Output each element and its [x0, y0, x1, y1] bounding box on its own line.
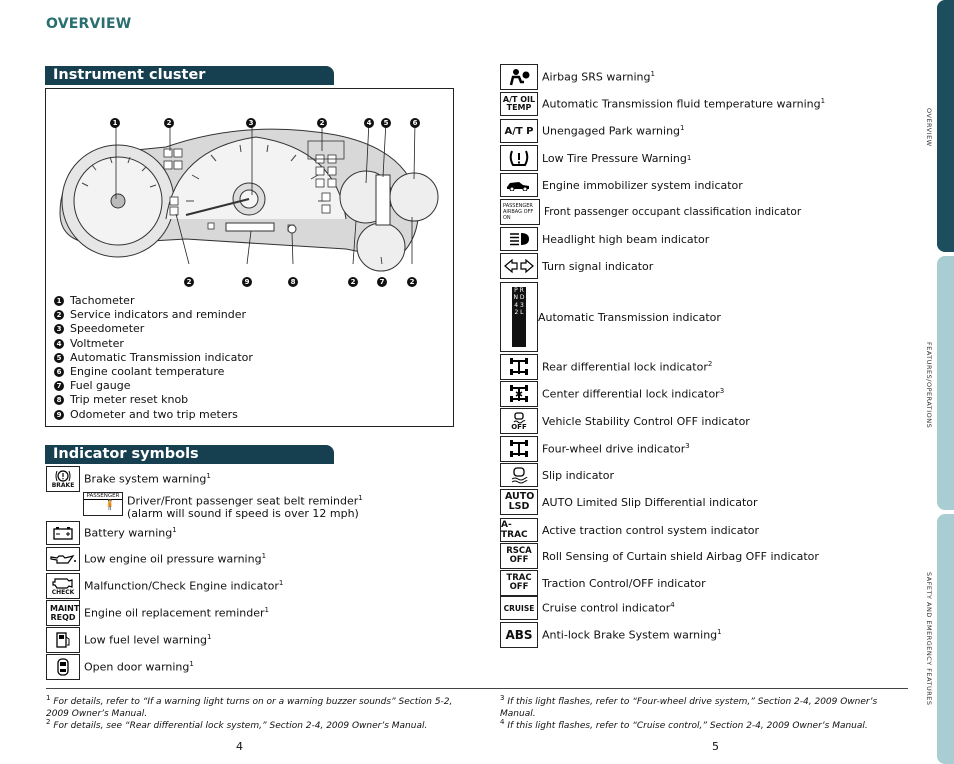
indicator-label: AUTO Limited Slip Differential indicator: [542, 495, 758, 509]
indicator-row: [500, 92, 825, 116]
maint-reqd-icon: MAINT REQD: [46, 600, 80, 626]
indicator-label: Engine oil replacement reminder$^1$: [84, 606, 269, 620]
indicator-row: [500, 199, 801, 225]
indicator-row: [500, 436, 690, 462]
side-label-safety: SAFETY AND EMERGENCY FEATURES: [925, 572, 933, 706]
at-p-icon: A/T P: [500, 119, 538, 143]
indicator-label: Engine immobilizer system indicator: [542, 178, 743, 192]
indicator-label: Low engine oil pressure warning$^1$: [84, 552, 267, 566]
airbag-icon: [500, 64, 538, 90]
immobilizer-icon: [500, 173, 538, 197]
shift-position-icon: P R N D 4 3 2 L: [500, 282, 538, 352]
indicator-label: Unengaged Park warning$^1$: [542, 124, 685, 138]
indicator-row: [500, 381, 724, 407]
indicator-row: [500, 408, 750, 434]
indicator-label: Headlight high beam indicator: [542, 232, 710, 246]
callout-5: 5: [381, 110, 397, 129]
callout-8: 8: [288, 269, 304, 288]
page-number-left: 4: [236, 740, 243, 753]
indicator-label: Low Tire Pressure Warning: [542, 151, 687, 165]
indicator-row: [500, 543, 819, 569]
footnote-1: $^1$ For details, refer to “If a warning light turns on or a warning buzzer sounds” Section 5-2, 2009 Owner’s Manual.: [46, 694, 453, 719]
indicator-row: [500, 173, 743, 197]
indicator-row: [500, 622, 722, 648]
abs-icon: ABS: [500, 622, 538, 648]
indicator-label: Low fuel level warning$^1$: [84, 633, 212, 647]
indicator-row: [500, 570, 706, 596]
auto-lsd-icon: AUTO LSD: [500, 489, 538, 515]
tire-pressure-icon: [500, 145, 538, 171]
legend-item: 8 Trip meter reset knob: [54, 393, 253, 407]
indicator-label: Traction Control/OFF indicator: [542, 576, 706, 590]
indicator-row: [500, 518, 759, 542]
indicator-row: [46, 466, 211, 492]
legend-item: 9 Odometer and two trip meters: [54, 408, 253, 422]
indicator-label: Front passenger occupant classification indicator: [544, 206, 802, 218]
legend-item: 6 Engine coolant temperature: [54, 365, 253, 379]
indicator-label: Four-wheel drive indicator$^3$: [542, 442, 690, 456]
callout-1: 1: [110, 110, 126, 129]
trac-off-icon: TRAC OFF: [500, 570, 538, 596]
indicator-label: Malfunction/Check Engine indicator$^1$: [84, 579, 284, 593]
center-diff-lock-icon: [500, 381, 538, 407]
callout-4: 4: [364, 110, 380, 129]
high-beam-icon: [500, 227, 538, 251]
callout-3: 3: [246, 110, 262, 129]
indicator-label: Slip indicator: [542, 468, 614, 482]
indicator-label: Rear differential lock indicator$^2$: [542, 360, 713, 374]
indicator-row: [500, 489, 758, 515]
indicator-label: Driver/Front passenger seat belt reminder$^1$ (alarm will sound if speed is over 12 mph): [127, 494, 363, 520]
indicator-row: [500, 596, 675, 620]
vsc-off-icon: OFF: [500, 408, 538, 434]
indicator-label: Airbag SRS warning$^1$: [542, 70, 655, 84]
indicator-row: [500, 354, 712, 380]
callout-2: 2: [184, 269, 200, 288]
turn-signal-icon: [500, 253, 538, 279]
indicator-label: Open door warning$^1$: [84, 660, 194, 674]
indicator-label: Battery warning$^1$: [84, 526, 177, 540]
indicator-row: [500, 463, 614, 487]
indicator-label: Vehicle Stability Control OFF indicator: [542, 414, 750, 428]
open-door-icon: [46, 654, 80, 680]
indicator-row: [500, 282, 721, 352]
battery-icon: [46, 521, 80, 545]
callout-9: 9: [242, 269, 258, 288]
indicator-label: Turn signal indicator: [542, 259, 654, 273]
callout-2: 2: [348, 269, 364, 288]
indicator-row: [500, 64, 655, 90]
indicator-row: [46, 654, 194, 680]
side-label-features: FEATURES/OPERATIONS: [925, 342, 933, 429]
brake-icon: BRAKE: [46, 466, 80, 492]
indicator-row: [500, 253, 653, 279]
indicator-label: Automatic Transmission fluid temperature warning$^1$: [542, 97, 826, 111]
legend-item: 2 Service indicators and reminder: [54, 308, 253, 322]
indicator-row: [46, 600, 269, 626]
indicator-label: Brake system warning$^1$: [84, 472, 211, 486]
cluster-legend: [54, 294, 253, 422]
four-wheel-drive-icon: [500, 436, 538, 462]
indicator-row: [46, 547, 266, 571]
side-tab-safety[interactable]: [937, 514, 954, 764]
footnote-2: $^2$ For details, see “Rear differential lock system,” Section 2-4, 2009 Owner’s Manual.: [46, 718, 428, 731]
footnote-4: $^4$ If this light flashes, refer to “Cruise control,” Section 2-4, 2009 Owner’s Manual.: [500, 718, 868, 731]
rear-diff-lock-icon: [500, 354, 538, 380]
callout-2: 2: [407, 269, 423, 288]
footnote-divider: [456, 688, 908, 689]
indicator-label: Anti-lock Brake System warning$^1$: [542, 628, 722, 642]
indicator-row: [500, 119, 685, 143]
indicator-label: Automatic Transmission indicator: [538, 310, 721, 324]
page-header: OVERVIEW: [46, 16, 132, 32]
callout-6: 6: [410, 110, 426, 129]
legend-item: 5 Automatic Transmission indicator: [54, 351, 253, 365]
indicator-row: [83, 492, 363, 520]
passenger-seatbelt-icon: PASSENGER 🧍: [83, 492, 123, 516]
indicator-row: [500, 227, 709, 251]
passenger-airbag-off-icon: PASSENGER AIRBAG OFF ON: [500, 199, 540, 225]
callout-2: 2: [317, 110, 333, 129]
callout-2: 2: [164, 110, 180, 129]
indicator-label: Center differential lock indicator$^3$: [542, 387, 725, 401]
indicator-label: Active traction control system indicator: [542, 523, 760, 537]
indicator-row: [46, 627, 212, 653]
callout-7: 7: [377, 269, 393, 288]
a-trac-icon: A-TRAC: [500, 518, 538, 542]
slip-icon: [500, 463, 538, 487]
footnote-3: $^3$ If this light flashes, refer to “Four-wheel drive system,” Section 2-4, 2009 Owner’s Manual.: [500, 694, 878, 719]
indicator-row: Low Tire Pressure Warning 1: [500, 145, 691, 171]
rsca-off-icon: RSCA OFF: [500, 543, 538, 569]
instrument-cluster-heading: Instrument cluster: [45, 66, 334, 85]
indicator-label: Roll Sensing of Curtain shield Airbag OFF indicator: [542, 549, 819, 563]
indicator-symbols-heading: Indicator symbols: [45, 445, 334, 464]
page-number-right: 5: [712, 740, 719, 753]
legend-item: 1 Tachometer: [54, 294, 253, 308]
legend-item: 3 Speedometer: [54, 322, 253, 336]
cruise-icon: CRUISE: [500, 596, 538, 620]
side-label-overview: OVERVIEW: [925, 108, 933, 147]
indicator-row: [46, 521, 177, 545]
indicator-label: Cruise control indicator$^4$: [542, 601, 675, 615]
legend-item: 7 Fuel gauge: [54, 379, 253, 393]
side-tab-overview[interactable]: [937, 0, 954, 252]
side-tab-features[interactable]: [937, 256, 954, 510]
at-oil-temp-icon: A/T OIL TEMP: [500, 92, 538, 116]
legend-item: 4 Voltmeter: [54, 337, 253, 351]
oil-can-icon: [46, 547, 80, 571]
check-engine-icon: CHECK: [46, 573, 80, 599]
indicator-row: [46, 573, 283, 599]
fuel-pump-icon: [46, 627, 80, 653]
